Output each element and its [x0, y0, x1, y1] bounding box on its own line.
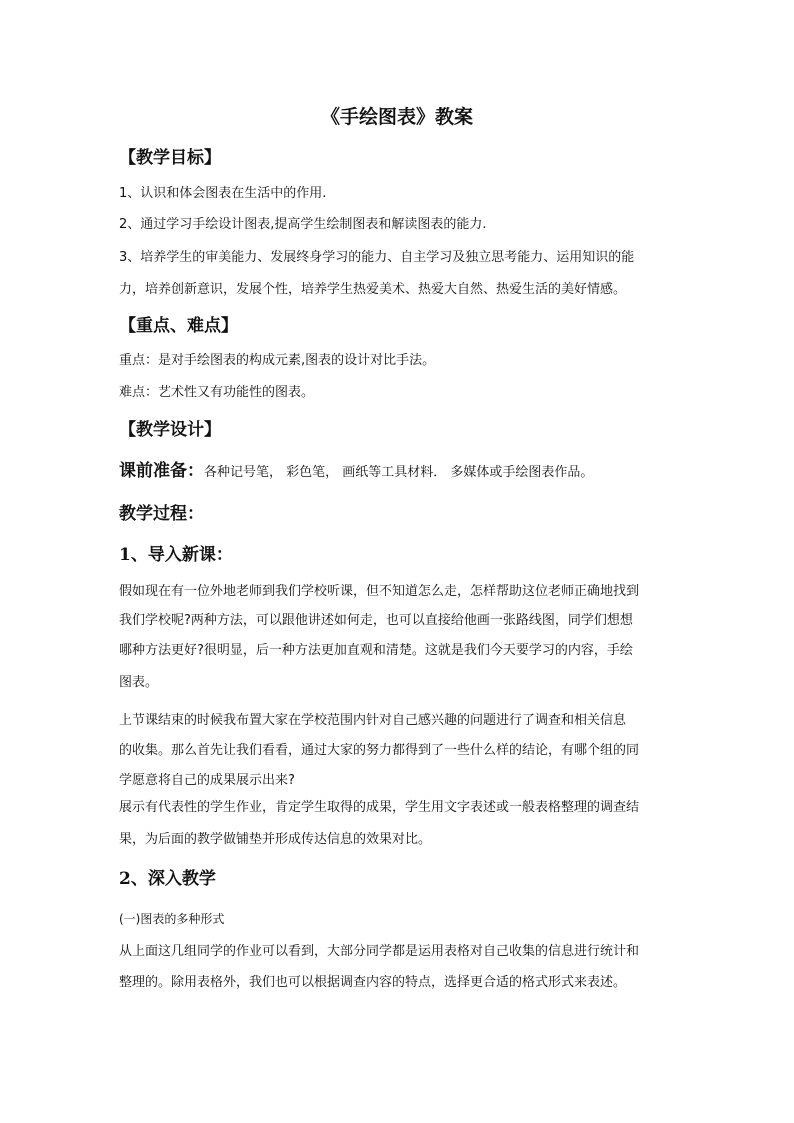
- intro-para2-line3: 学愿意将自己的成果展示出来?: [119, 773, 295, 788]
- deep-para-line2: 整理的。除用表格外，我们也可以根据调查内容的特点，选择更合适的格式形式来表述。: [119, 975, 627, 990]
- preparation-line: [119, 460, 593, 484]
- document-title: 《手绘图表》教案: [320, 106, 473, 128]
- intro-para2-line2: 的收集。那么首先让我们看看，通过大家的努力都得到了一些什么样的结论，有哪个组的同: [119, 743, 640, 758]
- objective-item-3: 3、培养学生的审美能力、发展终身学习的能力、自主学习及独立思考能力、运用知识的能: [119, 250, 635, 265]
- focus-text: 重点：是对手绘图表的构成元素,图表的设计对比手法。: [119, 353, 436, 368]
- deep-para-line1: 从上面这几组同学的作业可以看到，大部分同学都是运用表格对自己收集的信息进行统计和: [119, 944, 640, 959]
- intro-para1-line3: 哪种方法更好?很明显，后一种方法更加直观和清楚。这就是我们今天要学习的内容，手绘: [119, 643, 633, 658]
- objective-item-1: 1、认识和体会图表在生活中的作用.: [119, 186, 327, 201]
- deep-teaching-heading: 2、深入教学: [119, 869, 216, 889]
- preparation-label: 课前准备：: [119, 461, 204, 481]
- objective-item-3-cont: 力，培养创新意识，发展个性，培养学生热爱美术、热爱大自然、热爱生活的美好情感。: [119, 282, 627, 297]
- key-points-heading: 【重点、难点】: [119, 316, 238, 336]
- difficulty-text: 难点：艺术性又有功能性的图表。: [119, 385, 315, 400]
- intro-para2-line1: 上节课结束的时候我布置大家在学校范围内针对自己感兴趣的问题进行了调查和相关信息: [119, 713, 627, 728]
- intro-para1-line1: 假如现在有一位外地老师到我们学校听课，但不知道怎么走，怎样帮助这位老师正确地找到: [119, 584, 640, 599]
- objectives-heading: 【教学目标】: [119, 148, 221, 168]
- intro-heading: 1、导入新课：: [119, 545, 233, 565]
- process-heading: 教学过程：: [119, 504, 204, 524]
- intro-para1-line4: 图表。: [119, 675, 159, 690]
- design-heading: 【教学设计】: [119, 420, 221, 440]
- intro-para3-line2: 果，为后面的教学做铺垫并形成传达信息的效果对比。: [119, 832, 432, 847]
- objective-item-2: 2、通过学习手绘设计图表,提高学生绘制图表和解读图表的能力.: [119, 217, 487, 232]
- intro-para3-line1: 展示有代表性的学生作业，肯定学生取得的成果，学生用文字表述或一般表格整理的调查结: [119, 800, 640, 815]
- chart-forms-subheading: (一)图表的多种形式: [119, 912, 225, 926]
- intro-para1-line2: 我们学校呢?两种方法，可以跟他讲述如何走，也可以直接给他画一张路线图，同学们想想: [119, 613, 633, 628]
- preparation-text: 各种记号笔， 彩色笔， 画纸等工具材料． 多媒体或手绘图表作品。: [204, 465, 594, 480]
